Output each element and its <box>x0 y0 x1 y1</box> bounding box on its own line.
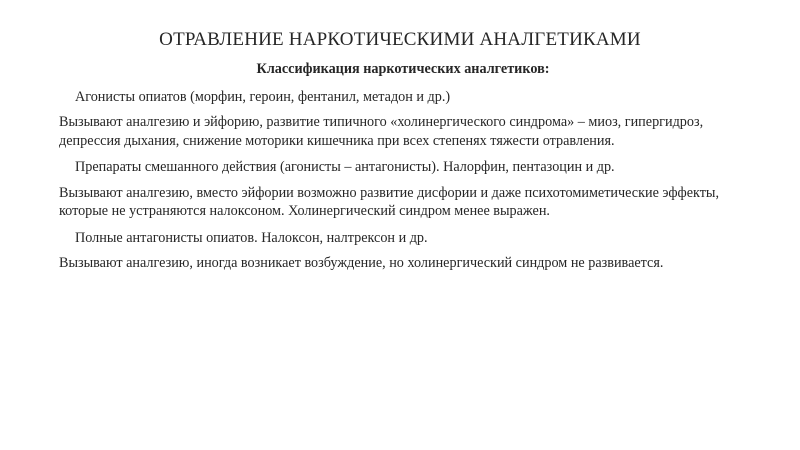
bullet-item-antagonists <box>59 229 739 248</box>
slide-title: ОТРАВЛЕНИЕ НАРКОТИЧЕСКИМИ АНАЛГЕТИКАМИ <box>159 29 641 50</box>
bullet-item-mixed-action <box>59 158 739 177</box>
bullet-item-agonists <box>59 88 739 107</box>
bullet-text: Агонисты опиатов (морфин, героин, фентанил, метадон и др.) <box>75 88 451 105</box>
description-antagonists: Вызывают аналгезию, иногда возникает возбуждение, но холинергический синдром не развивается. <box>59 255 664 271</box>
description-mixed-action: Вызывают аналгезию, вместо эйфории возможно развитие дисфории и даже психотомиметические эффекты, которые не устраняются налоксоном. Холинергический синдром менее выражен. <box>59 184 720 219</box>
bullet-text: Препараты смешанного действия (агонисты – антагонисты). Налорфин, пентазоцин и др. <box>75 159 615 175</box>
description-agonists: Вызывают аналгезию и эйфорию, развитие типичного «холинергического синдрома» – миоз, гипергидроз, депрессия дыхания, снижение моторики кишечника при всех степенях тяжести отравления. <box>59 114 704 149</box>
bullet-text: Полные антагонисты опиатов. Налоксон, налтрексон и др. <box>75 229 428 246</box>
classification-heading: Классификация наркотических аналгетиков: <box>256 61 550 77</box>
slide-content <box>59 60 739 281</box>
